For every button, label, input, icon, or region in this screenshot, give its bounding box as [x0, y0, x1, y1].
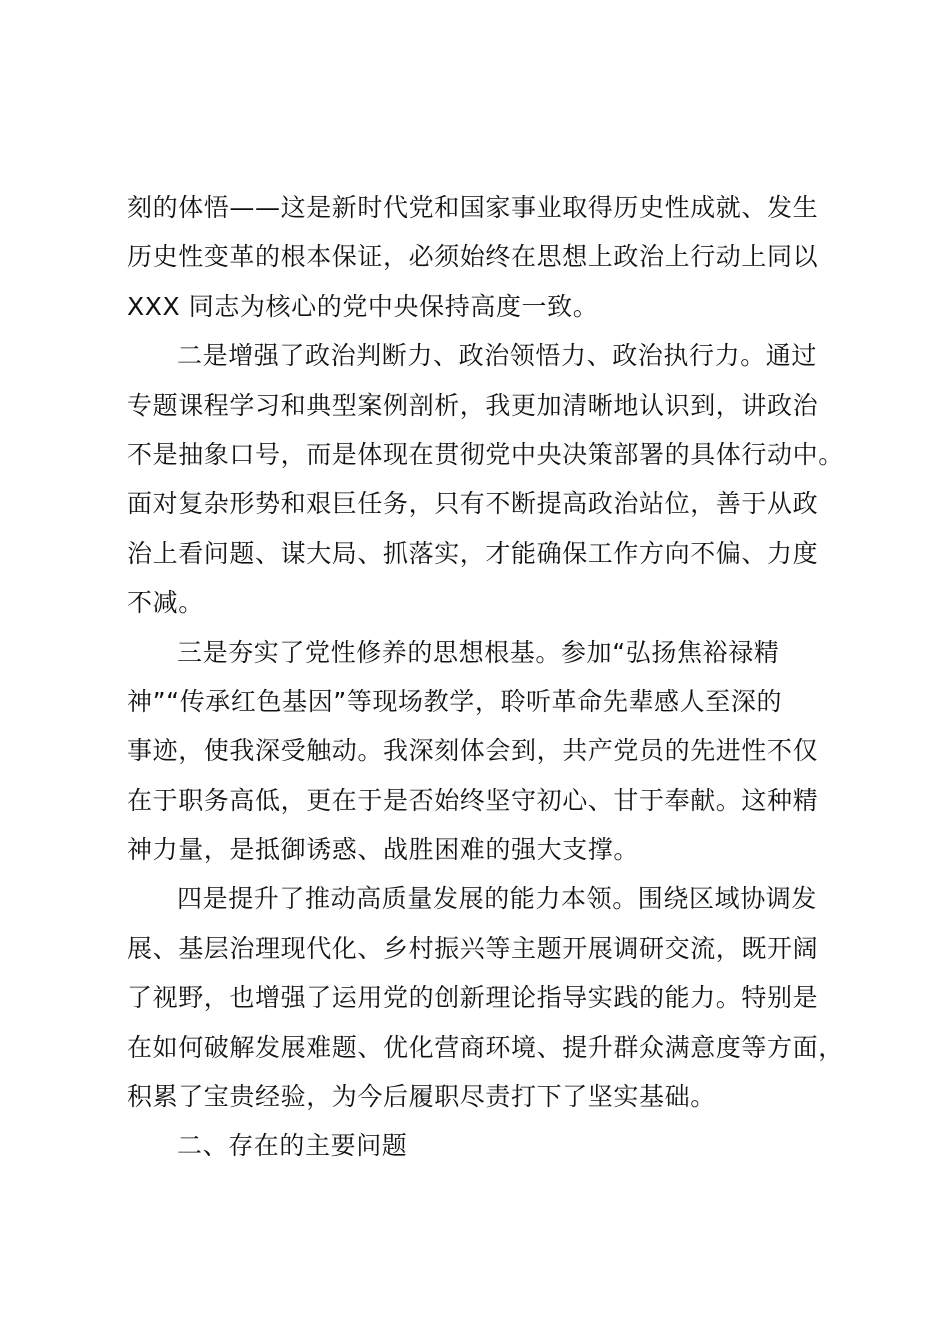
- text-line: 事迹，使我深受触动。我深刻体会到，共产党员的先进性不仅: [127, 736, 819, 766]
- section-heading: 二、存在的主要问题: [177, 1131, 408, 1161]
- text-line: 了视野，也增强了运用党的创新理论指导实践的能力。特别是: [127, 983, 819, 1013]
- text-line: XXX 同志为核心的党中央保持高度一致。: [127, 291, 599, 321]
- paragraph-start-line: 四是提升了推动高质量发展的能力本领。围绕区域协调发: [177, 884, 818, 914]
- text-line: 专题课程学习和典型案例剖析，我更加清晰地认识到，讲政治: [127, 390, 819, 420]
- text-line: 治上看问题、谋大局、抓落实，才能确保工作方向不偏、力度: [127, 538, 819, 568]
- text-line: 在如何破解发展难题、优化营商环境、提升群众满意度等方面，: [127, 1032, 844, 1062]
- text-line: 历史性变革的根本保证，必须始终在思想上政治上行动上同以: [127, 242, 819, 272]
- text-line: 面对复杂形势和艰巨任务，只有不断提高政治站位，善于从政: [127, 489, 819, 519]
- text-line: 积累了宝贵经验，为今后履职尽责打下了坚实基础。: [127, 1082, 716, 1112]
- paragraph-start-line: 三是夯实了党性修养的思想根基。参加“弘扬焦裕禄精: [177, 637, 780, 667]
- body-text: [127, 183, 844, 1171]
- text-line: 在于职务高低，更在于是否始终坚守初心、甘于奉献。这种精: [127, 785, 819, 815]
- text-line: 不是抽象口号，而是体现在贯彻党中央决策部署的具体行动中。: [127, 439, 844, 469]
- text-line: 神”“传承红色基因”等现场教学，聆听革命先辈感人至深的: [127, 686, 783, 716]
- text-line: 不减。: [127, 588, 204, 618]
- text-line: 刻的体悟——这是新时代党和国家事业取得历史性成就、发生: [127, 193, 819, 222]
- paragraph-start-line: 二是增强了政治判断力、政治领悟力、政治执行力。通过: [177, 341, 818, 371]
- text-line: 展、基层治理现代化、乡村振兴等主题开展调研交流，既开阔: [127, 933, 819, 963]
- text-line: 神力量，是抵御诱惑、战胜困难的强大支撑。: [127, 835, 640, 865]
